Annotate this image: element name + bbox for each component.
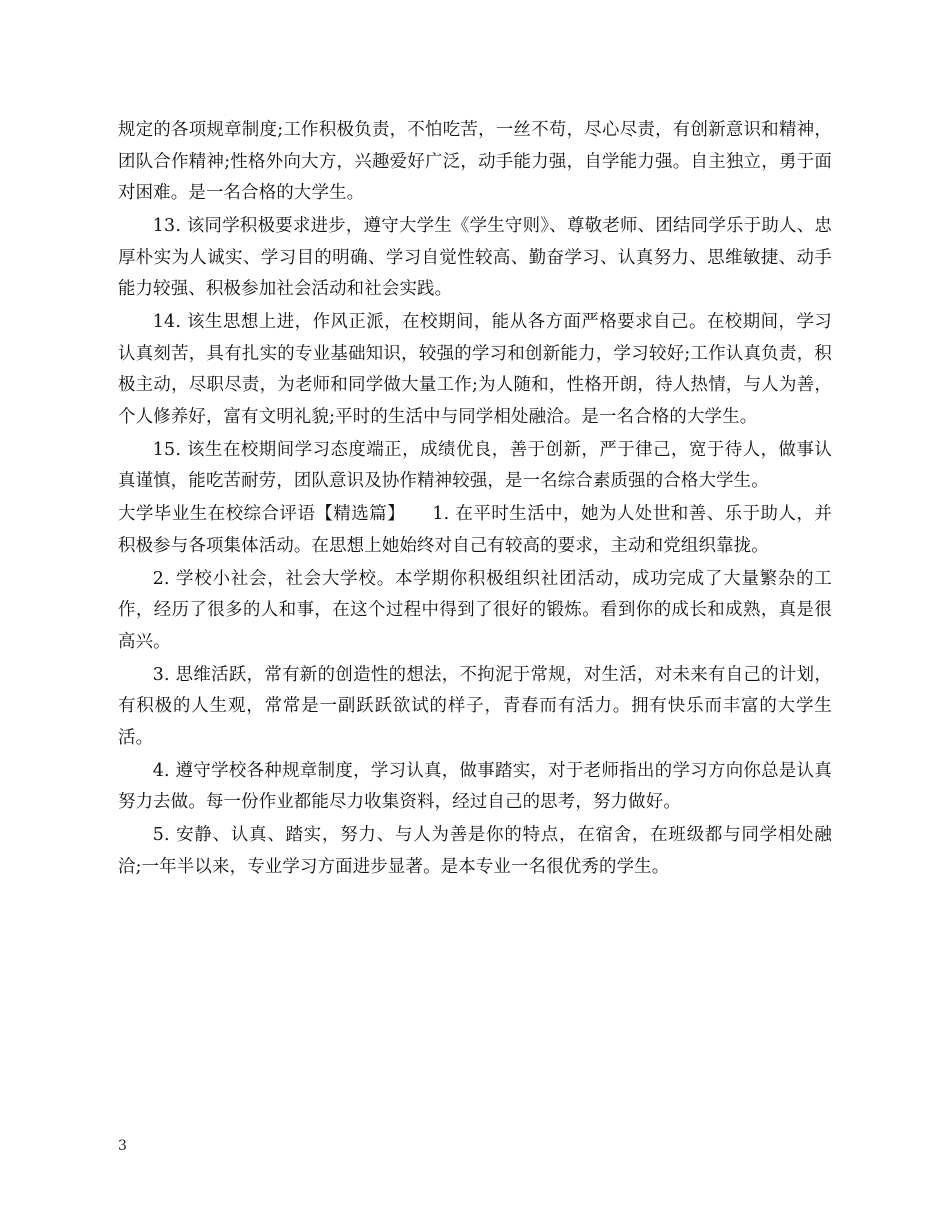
document-body xyxy=(118,115,832,885)
paragraph-item-4: 4. 遵守学校各种规章制度，学习认真，做事踏实，对于老师指出的学习方向你总是认真努力去做。每一份作业都能尽力收集资料，经过自己的思考，努力做好。 xyxy=(118,760,832,812)
paragraph-item-2: 2. 学校小社会，社会大学校。本学期你积极组织社团活动，成功完成了大量繁杂的工作，经历了很多的人和事，在这个过程中得到了很好的锻炼。看到你的成长和成熟，真是很高兴。 xyxy=(118,568,832,652)
page-number: 3 xyxy=(118,1138,127,1154)
paragraph-item-13: 13. 该同学积极要求进步，遵守大学生《学生守则》、尊敬老师、团结同学乐于助人、忠厚朴实为人诚实、学习目的明确、学习自觉性较高、勤奋学习、认真努力、思维敏捷、动手能力较强、积极参加社会活动和社会实践。 xyxy=(118,216,832,299)
paragraph-continued: 规定的各项规章制度;工作积极负责，不怕吃苦，一丝不苟，尽心尽责，有创新意识和精神，团队合作精神;性格外向大方，兴趣爱好广泛，动手能力强，自学能力强。自主独立，勇于面对困难。是一名合格的大学生。 xyxy=(118,120,832,203)
section-heading-paragraph: 大学毕业生在校综合评语【精选篇】 1. 在平时生活中，她为人处世和善、乐于助人，并积极参与各项集体活动。在思想上她始终对自己有较高的要求，主动和党组织靠拢。 xyxy=(118,504,832,556)
paragraph-item-3: 3. 思维活跃，常有新的创造性的想法，不拘泥于常规，对生活，对未来有自己的计划，有积极的人生观，常常是一副跃跃欲试的样子，青春而有活力。拥有快乐而丰富的大学生活。 xyxy=(118,664,832,748)
paragraph-item-5: 5. 安静、认真、踏实，努力、与人为善是你的特点，在宿舍，在班级都与同学相处融洽;一年半以来，专业学习方面进步显著。是本专业一名很优秀的学生。 xyxy=(118,825,832,877)
paragraph-item-15: 15. 该生在校期间学习态度端正，成绩优良，善于创新，严于律己，宽于待人，做事认真谨慎，能吃苦耐劳，团队意识及协作精神较强，是一名综合素质强的合格大学生。 xyxy=(118,439,832,491)
paragraph-item-14: 14. 该生思想上进，作风正派，在校期间，能从各方面严格要求自己。在校期间，学习认真刻苦，具有扎实的专业基础知识，较强的学习和创新能力，学习较好;工作认真负责，积极主动，尽职尽责，为老师和同学做大量工作;为人随和，性格开朗，待人热情，与人为善，个人修养好，富有文明礼貌;平时的生活中与同学相处融洽。是一名合格的大学生。 xyxy=(118,312,832,427)
